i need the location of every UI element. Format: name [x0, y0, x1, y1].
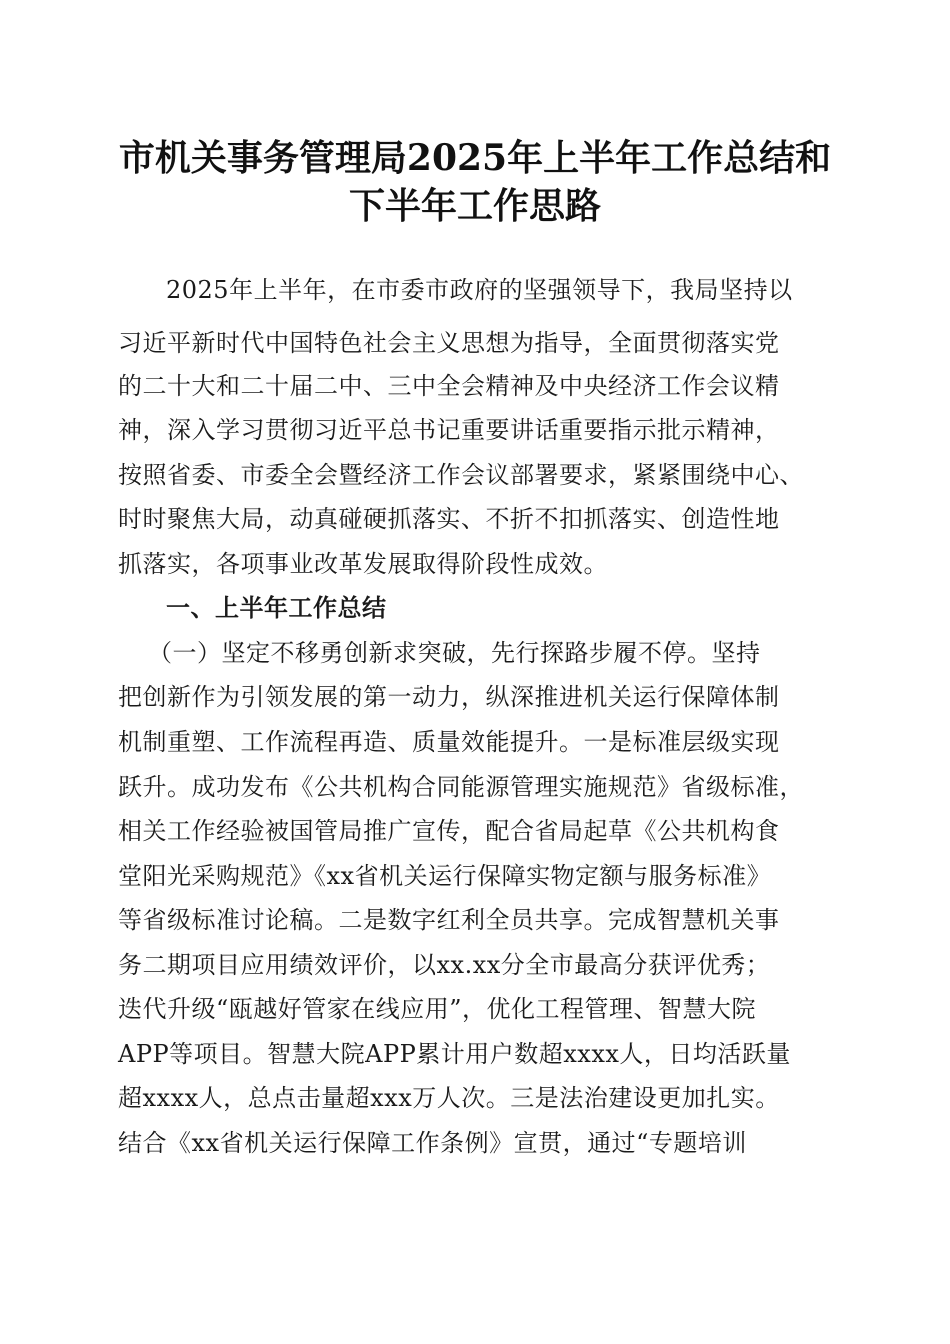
intro-paragraph-line: 按照省委、市委全会暨经济工作会议部署要求，紧紧围绕中心、 [118, 461, 804, 489]
intro-paragraph-line: 神，深入学习贯彻习近平总书记重要讲话重要指示批示精神， [118, 416, 780, 444]
subsection-paragraph-line: （一）坚定不移勇创新求突破，先行探路步履不停。坚持 [148, 639, 761, 667]
document-title-line-2: 下半年工作思路 [348, 185, 601, 227]
intro-paragraph-line: 2025年上半年，在市委市政府的坚强领导下，我局坚持以 [166, 276, 793, 304]
document-title-line-1: 市机关事务管理局2025年上半年工作总结和 [118, 137, 832, 179]
subsection-paragraph-line: 机制重塑、工作流程再造、质量效能提升。一是标准层级实现 [118, 728, 780, 756]
subsection-paragraph-line: APP等项目。智慧大院APP累计用户数超xxxx人，日均活跃量 [118, 1040, 791, 1068]
subsection-paragraph-line: 相关工作经验被国管局推广宣传，配合省局起草《公共机构食 [118, 817, 780, 845]
subsection-paragraph-line: 结合《xx省机关运行保障工作条例》宣贯，通过“专题培训 [118, 1129, 747, 1157]
subsection-paragraph-line: 等省级标准讨论稿。二是数字红利全员共享。完成智慧机关事 [118, 906, 780, 934]
section-heading: 一、上半年工作总结 [166, 593, 387, 622]
intro-paragraph-line: 时时聚焦大局，动真碰硬抓落实、不折不扣抓落实、创造性地 [118, 505, 780, 533]
subsection-paragraph-line: 超xxxx人，总点击量超xxx万人次。三是法治建设更加扎实。 [118, 1084, 780, 1112]
subsection-paragraph-line: 把创新作为引领发展的第一动力，纵深推进机关运行保障体制 [118, 683, 780, 711]
subsection-paragraph-line: 迭代升级“瓯越好管家在线应用”，优化工程管理、智慧大院 [118, 995, 757, 1023]
intro-paragraph-line: 的二十大和二十届二中、三中全会精神及中央经济工作会议精 [118, 372, 780, 400]
intro-paragraph-line: 抓落实，各项事业改革发展取得阶段性成效。 [118, 550, 608, 578]
subsection-paragraph-line: 务二期项目应用绩效评价，以xx.xx分全市最高分获评优秀； [118, 951, 771, 979]
subsection-paragraph-line: 堂阳光采购规范》《xx省机关运行保障实物定额与服务标准》 [118, 862, 772, 890]
intro-paragraph-line: 习近平新时代中国特色社会主义思想为指导，全面贯彻落实党 [118, 329, 780, 357]
subsection-paragraph-line: 跃升。成功发布《公共机构合同能源管理实施规范》省级标准， [118, 773, 804, 801]
